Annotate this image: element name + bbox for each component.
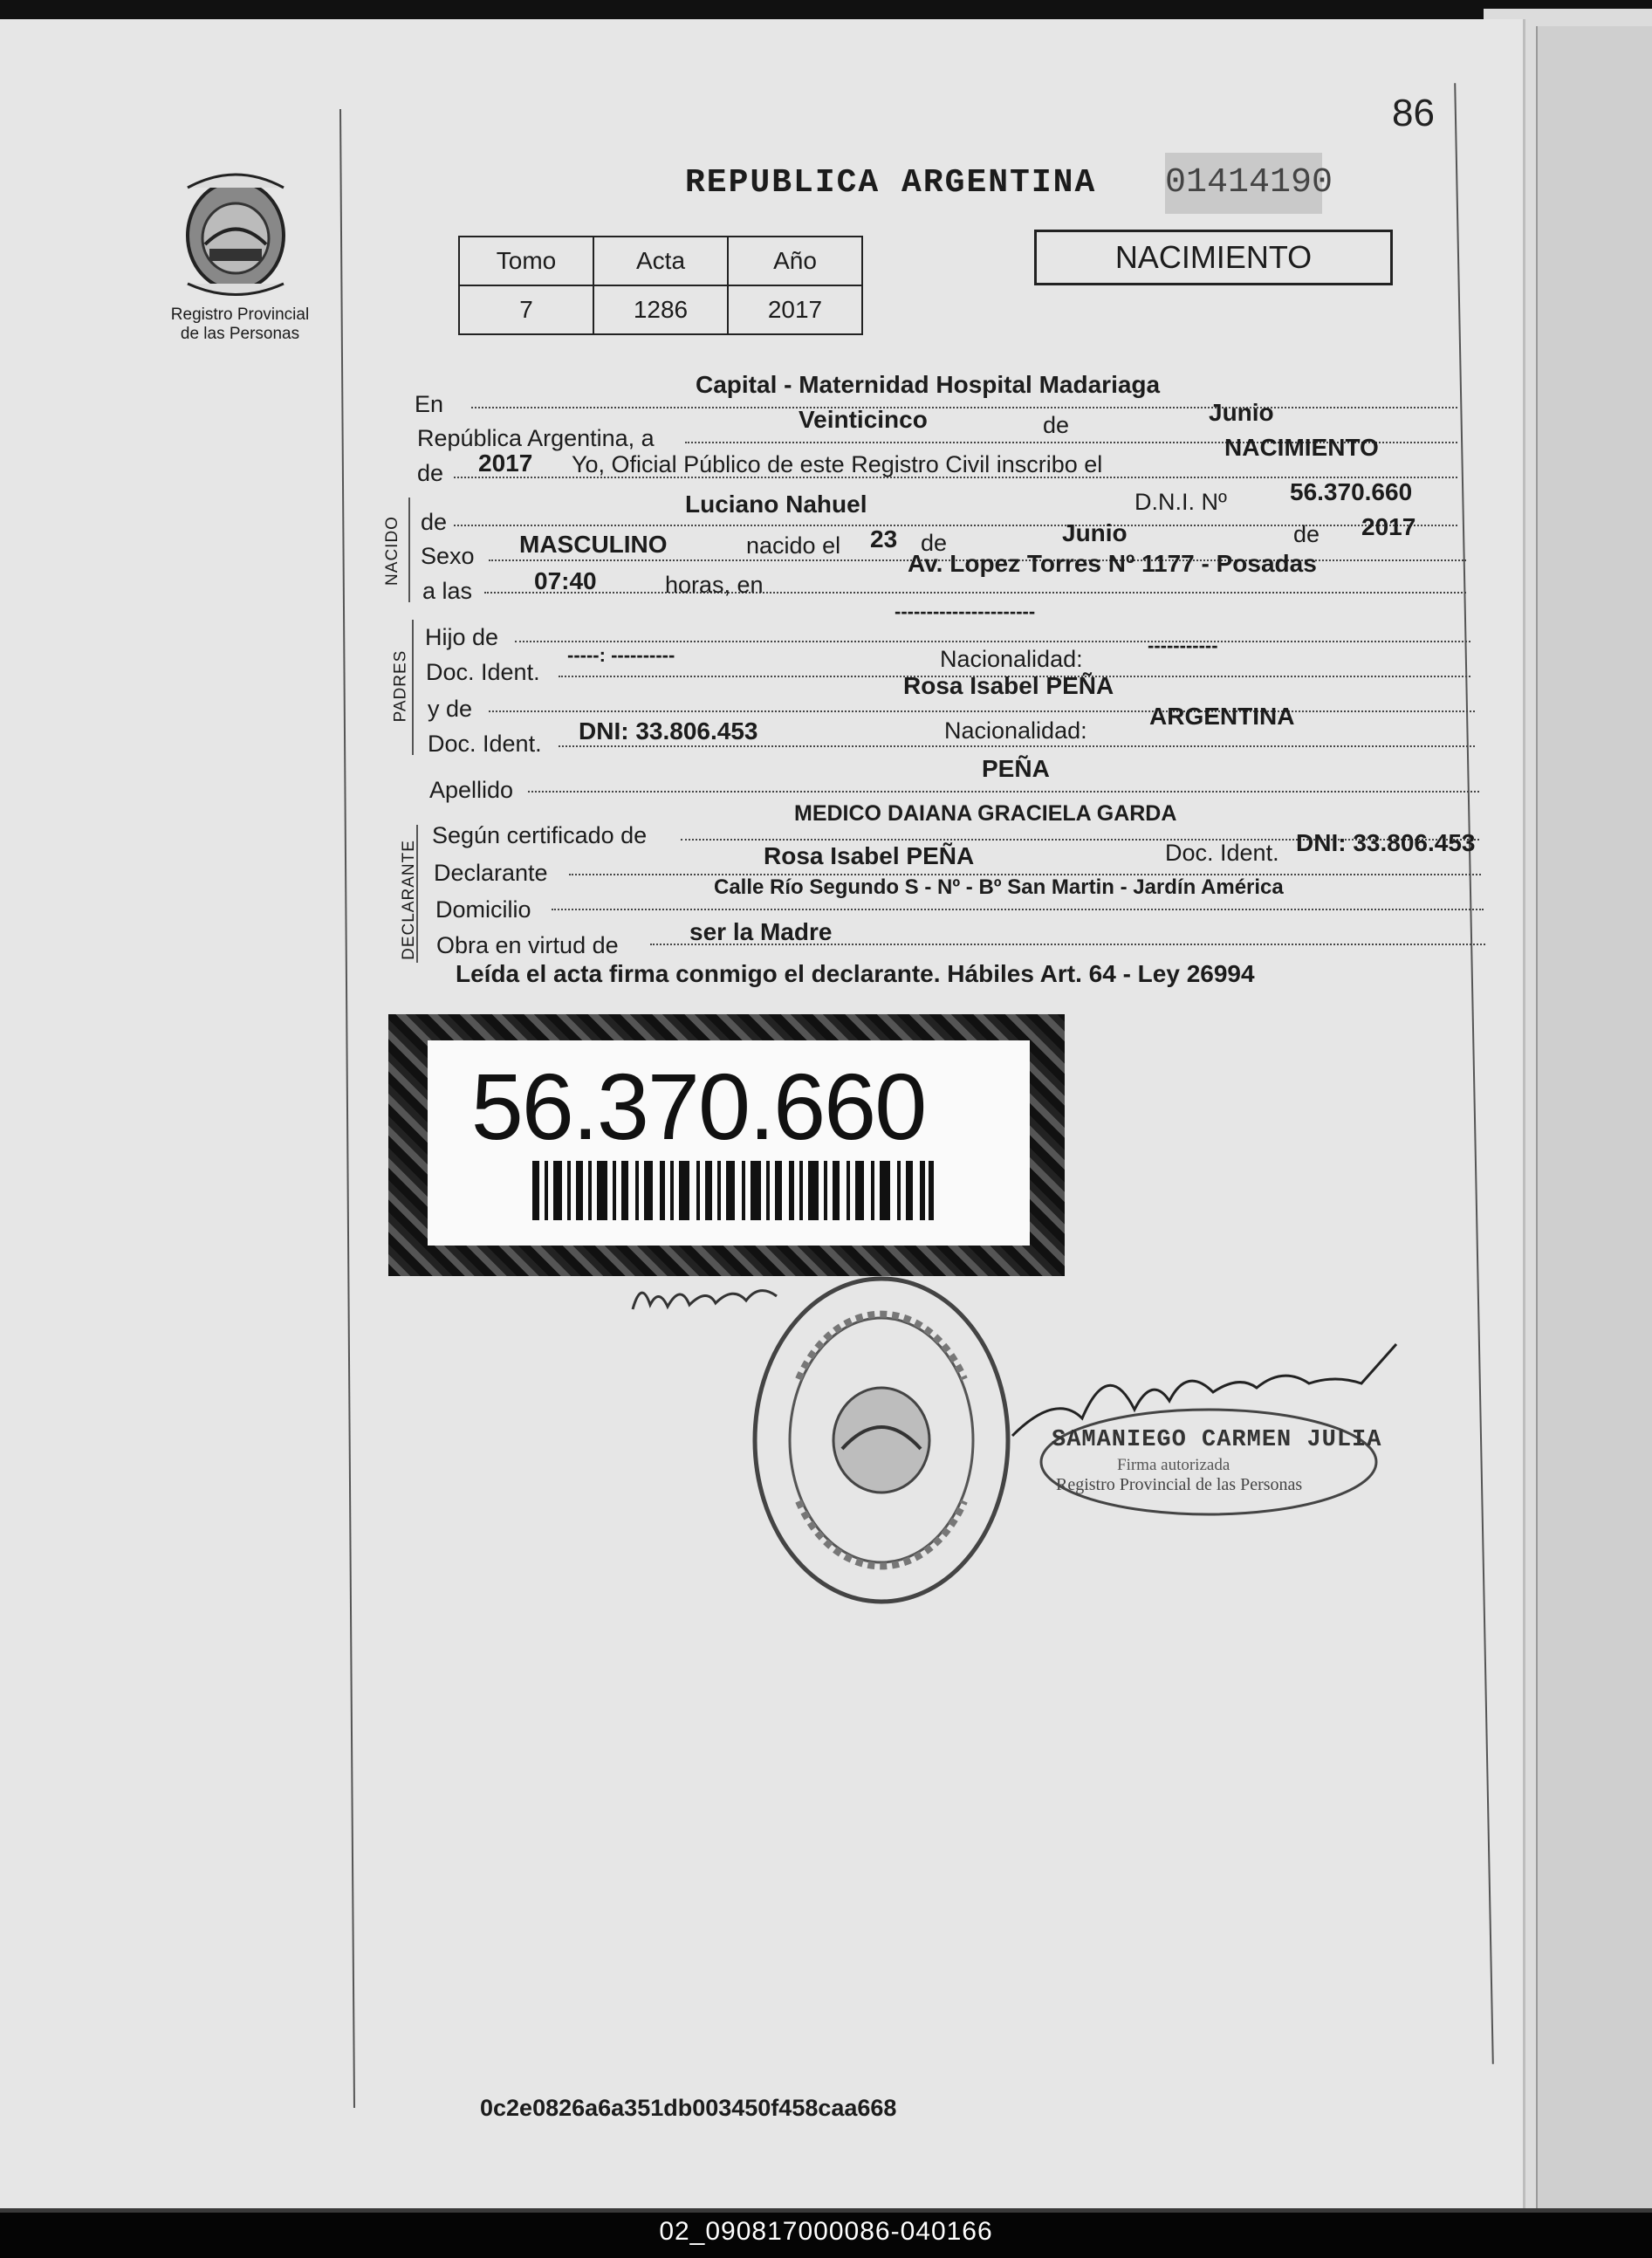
birth-address: Av. Lopez Torres Nº 1177 - Posadas — [908, 550, 1317, 577]
birth-month: Junio — [1062, 519, 1128, 546]
father-name: ---------------------- — [895, 601, 1036, 622]
de-label: de — [1043, 412, 1070, 438]
sexo: MASCULINO — [519, 531, 668, 558]
dni-sticker-number: 56.370.660 — [470, 1054, 926, 1159]
mother-dni: DNI: 33.806.453 — [579, 717, 758, 745]
nac2-label: Nacionalidad: — [944, 717, 1087, 744]
provincial-emblem-icon — [170, 161, 301, 301]
acta-value: 1286 — [593, 285, 728, 334]
cert-label: Según certificado de — [432, 822, 648, 848]
sexo-label: Sexo — [421, 543, 475, 569]
decl-doc-label: Doc. Ident. — [1165, 840, 1279, 866]
stamp-name: SAMANIEGO CARMEN JULIA — [1052, 1427, 1382, 1453]
en-label: En — [415, 391, 444, 417]
obra-label: Obra en virtud de — [436, 932, 619, 958]
decl-value: Rosa Isabel PEÑA — [764, 842, 975, 869]
tomo-value: 7 — [459, 285, 593, 334]
horas-label: horas, en — [665, 572, 764, 598]
yde-label: y de — [428, 696, 473, 722]
obra-value: ser la Madre — [689, 918, 833, 945]
nacido-de-label-2: de — [921, 530, 948, 556]
dom-value: Calle Río Segundo S - Nº - Bº San Martin - Jardín América — [714, 875, 1284, 899]
nacido-divider — [408, 498, 410, 602]
stamp-role: Firma autorizada — [1117, 1456, 1230, 1474]
tomo-label: Tomo — [459, 237, 593, 285]
document-hash: 0c2e0826a6a351db003450f458caa668 — [480, 2095, 897, 2121]
ano-label: Año — [728, 237, 862, 285]
acta-label: Acta — [593, 237, 728, 285]
nacido-section-label: NACIDO — [382, 516, 401, 586]
page-number: 86 — [1392, 92, 1435, 134]
day-words: Veinticinco — [799, 406, 928, 433]
doc1-label: Doc. Ident. — [426, 659, 540, 685]
birth-place: Capital - Maternidad Hospital Madariaga — [696, 371, 1161, 398]
birth-time: 07:40 — [534, 567, 597, 594]
footer-id: 02_090817000086-040166 — [659, 2217, 993, 2246]
background-page-2 — [1536, 26, 1652, 2208]
hijo-label: Hijo de — [425, 624, 499, 650]
child-name: Luciano Nahuel — [685, 491, 867, 518]
birth-year: 2017 — [1361, 513, 1416, 540]
rep-label: República Argentina, a — [417, 425, 655, 451]
nacido-de-label-3: de — [1293, 521, 1320, 547]
doc1-value: -----: ---------- — [567, 644, 675, 666]
apellido-value: PEÑA — [982, 755, 1050, 782]
apellido-label: Apellido — [429, 777, 514, 803]
birth-day: 23 — [870, 525, 898, 552]
nac1-value: ----------- — [1148, 635, 1218, 656]
cert-value: MEDICO DAIANA GRACIELA GARDA — [794, 801, 1177, 826]
agency-line-1: Registro Provincial — [170, 305, 310, 324]
serial-number: 01414190 — [1165, 153, 1322, 214]
padres-section-label: PADRES — [391, 649, 410, 723]
nac1-label: Nacionalidad: — [940, 646, 1083, 672]
record-type: NACIMIENTO — [1034, 230, 1393, 285]
year: 2017 — [478, 450, 533, 477]
padres-divider — [412, 620, 414, 755]
record-table — [458, 236, 863, 335]
dni-label: D.N.I. Nº — [1134, 489, 1227, 515]
agency-line-2: de las Personas — [180, 325, 300, 343]
nacido-el-label: nacido el — [746, 532, 841, 559]
official-stamp — [1034, 1353, 1383, 1527]
ano-value: 2017 — [728, 285, 862, 334]
agency-name — [153, 305, 327, 344]
mother-nationality: ARGENTINA — [1149, 703, 1295, 730]
month: Junio — [1209, 399, 1274, 426]
official-text: Yo, Oficial Público de este Registro Civil inscribo el — [572, 451, 1103, 477]
de-year-label: de — [417, 460, 444, 486]
stamp-agency: Registro Provincial de las Personas — [1056, 1475, 1303, 1494]
official-seal-icon — [746, 1274, 1017, 1606]
nacido-de-label: de — [421, 509, 448, 535]
decl-doc-value: DNI: 33.806.453 — [1296, 829, 1476, 856]
closing-statement: Leída el acta firma conmigo el declarante. Hábiles Art. 64 - Ley 26994 — [456, 960, 1255, 987]
barcode-icon — [532, 1161, 934, 1220]
dom-label: Domicilio — [435, 896, 531, 923]
country-title: REPUBLICA ARGENTINA — [685, 164, 1097, 202]
alas-label: a las — [422, 578, 473, 604]
event: NACIMIENTO — [1224, 434, 1379, 461]
decl-label: Declarante — [434, 860, 548, 886]
doc2-label: Doc. Ident. — [428, 731, 542, 757]
child-dni: 56.370.660 — [1290, 478, 1413, 505]
mother-name: Rosa Isabel PEÑA — [903, 672, 1114, 699]
declarante-section-label: DECLARANTE — [399, 840, 418, 960]
